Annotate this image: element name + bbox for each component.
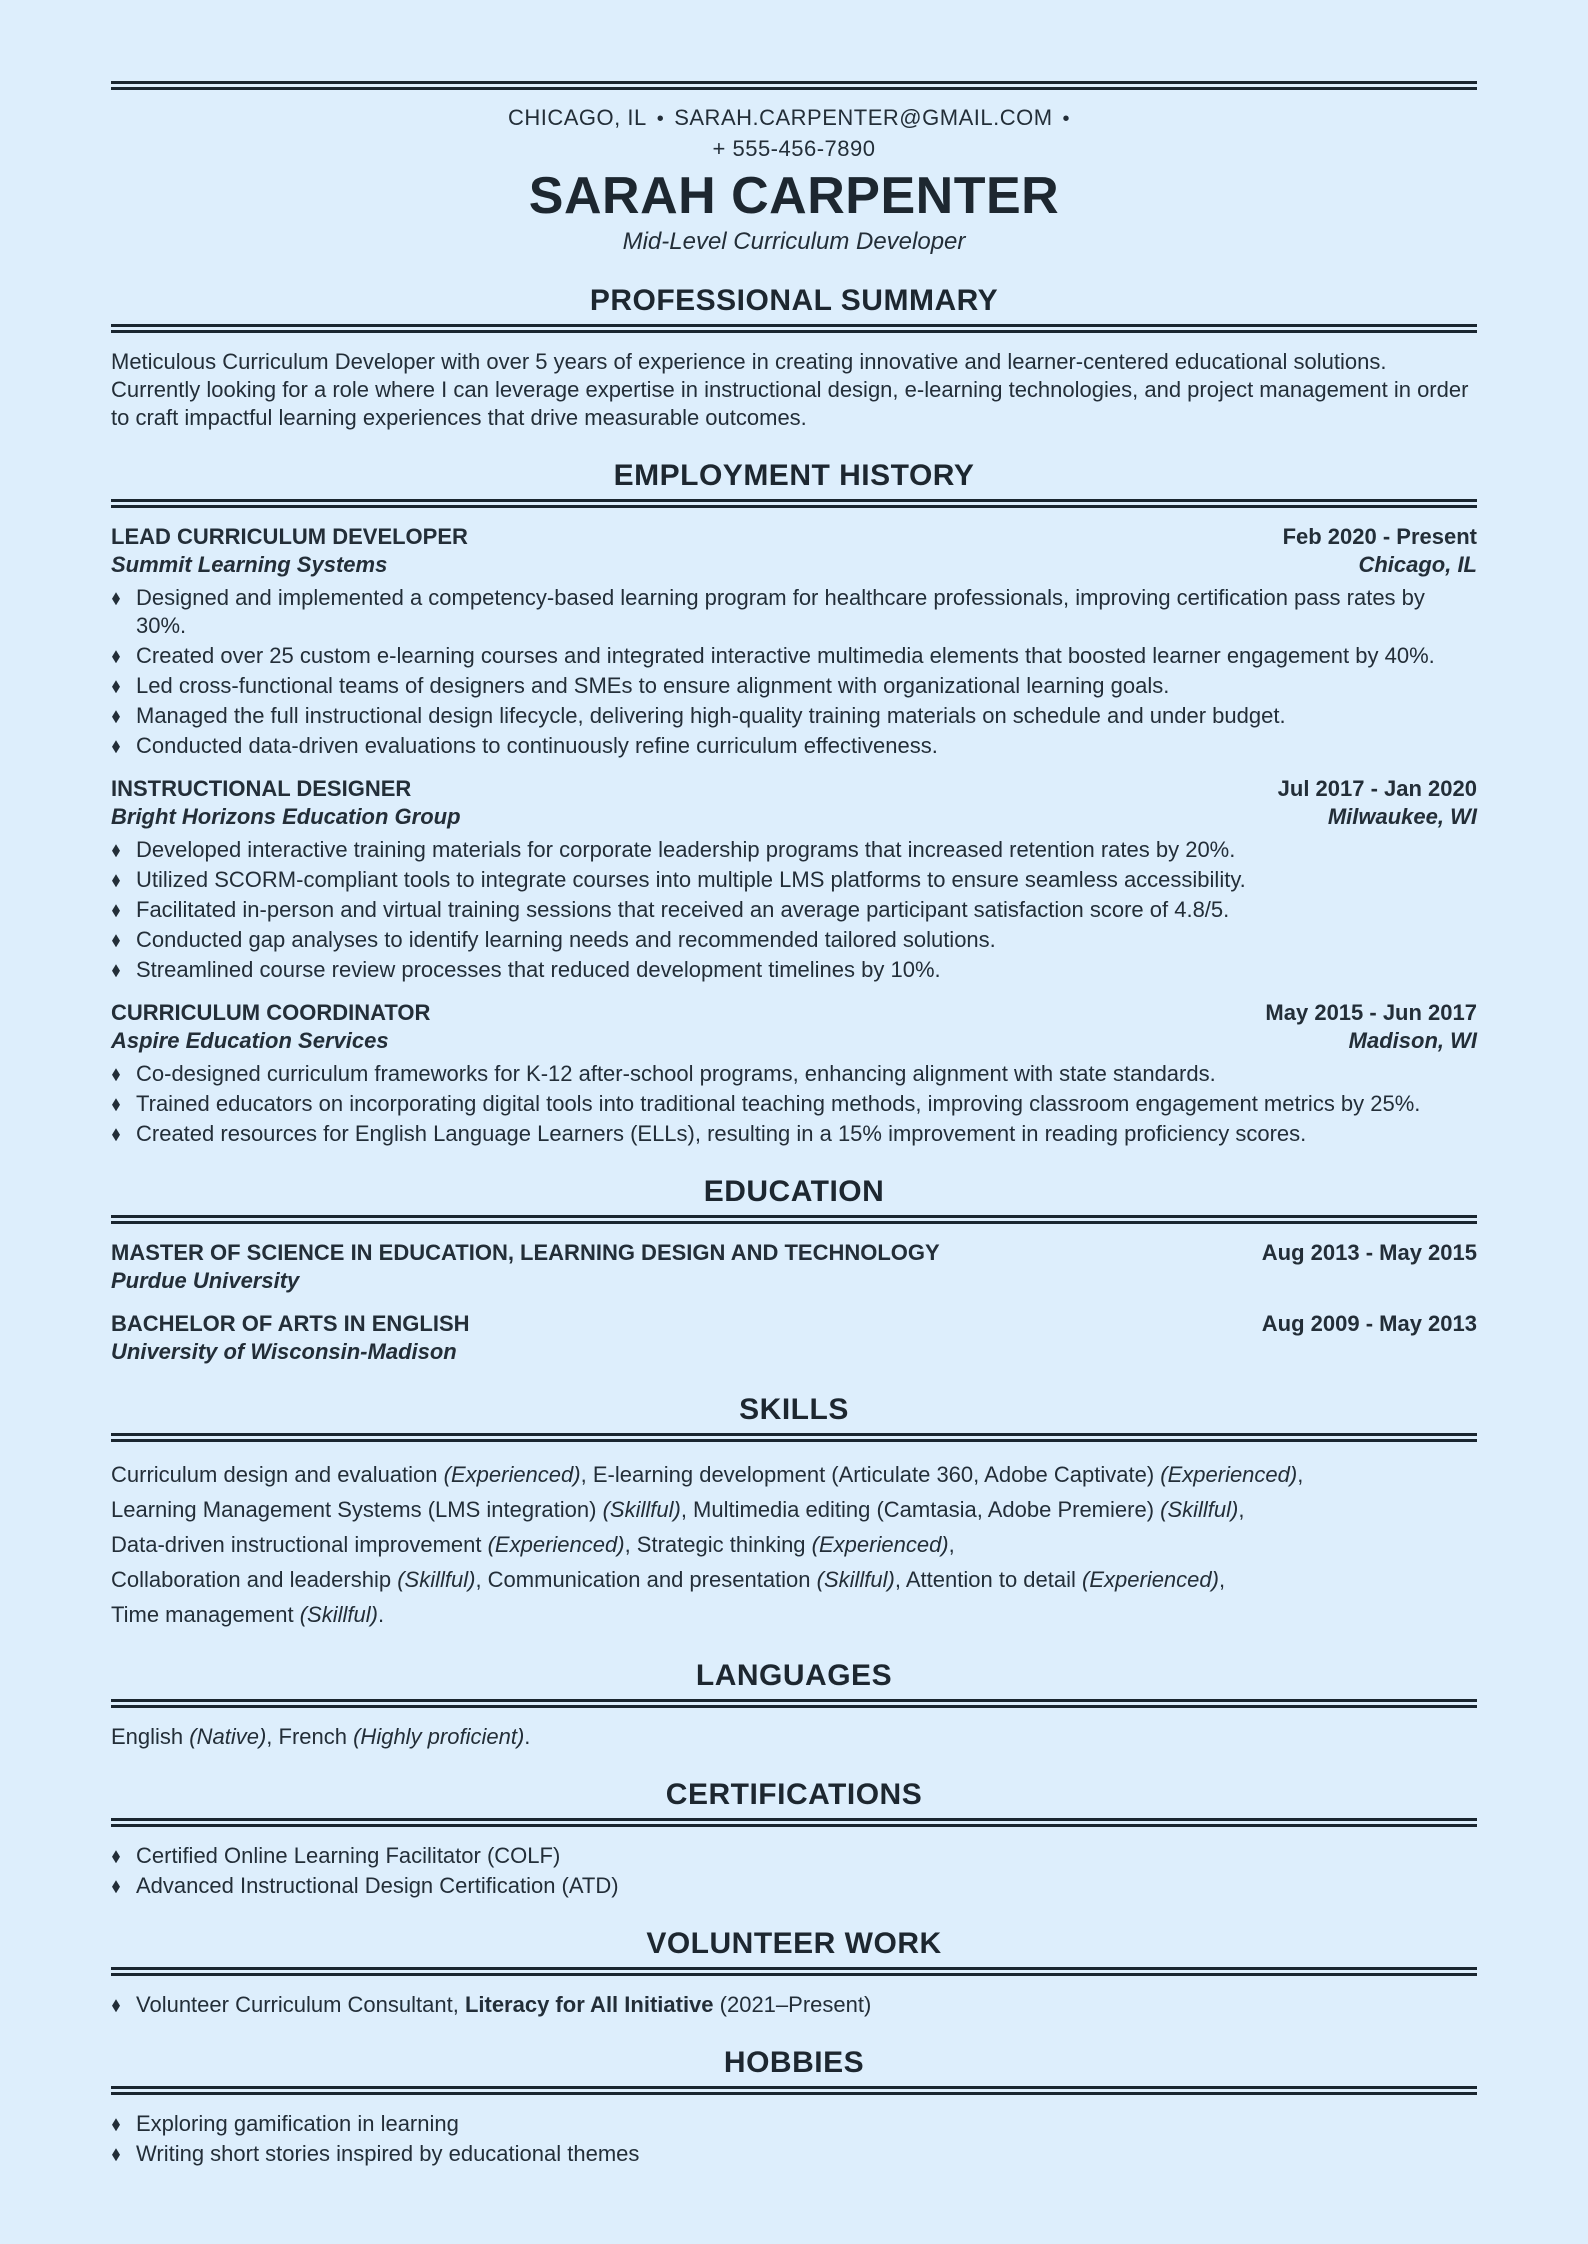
skill-text: Time management [111, 1602, 300, 1628]
candidate-job-title: Mid-Level Curriculum Developer [622, 228, 966, 256]
degree-title: BACHELOR OF ARTS IN ENGLISH [111, 1311, 470, 1337]
section-heading-education: EDUCATION [703, 1175, 885, 1209]
skill-level: (Experienced) [1160, 1462, 1298, 1488]
degree-entry [111, 1310, 1477, 1366]
language-text: , French [266, 1724, 354, 1750]
section-divider [111, 1967, 1477, 1976]
certification-item [111, 1872, 1477, 1900]
diamond-bullet-icon [112, 1999, 120, 2012]
skills-line [111, 1492, 1477, 1527]
diamond-bullet-icon [112, 680, 120, 693]
diamond-bullet-icon [112, 650, 120, 663]
job-bullet-text: Managed the full instructional design lifecycle, delivering high-quality training materials on schedule and under budget. [136, 703, 1286, 729]
volunteer-list [111, 1991, 1477, 2019]
skill-text: . [377, 1602, 385, 1628]
job-bullet-item [111, 584, 1477, 640]
degree-school: Purdue University [111, 1268, 300, 1294]
job-company: Summit Learning Systems [111, 552, 388, 578]
section-divider [111, 1818, 1477, 1827]
job-bullet-text: Conducted data-driven evaluations to continuously refine curriculum effectiveness. [136, 733, 938, 759]
certification-item [111, 1842, 1477, 1870]
skill-text: , Communication and presentation [475, 1567, 817, 1593]
section-employment-history [111, 459, 1477, 1148]
skill-text: Data-driven instructional improvement [111, 1532, 488, 1558]
skills-line [111, 1527, 1477, 1562]
diamond-bullet-icon [112, 964, 120, 977]
diamond-bullet-icon [112, 904, 120, 917]
section-certifications [111, 1778, 1477, 1900]
section-volunteer-work [111, 1927, 1477, 2019]
section-heading-summary: PROFESSIONAL SUMMARY [589, 284, 999, 318]
language-level: (Native) [189, 1724, 267, 1750]
job-bullet-text: Utilized SCORM-compliant tools to integrate courses into multiple LMS platforms to ensure seamless accessibility. [136, 867, 1246, 893]
skill-level: (Experienced) [1082, 1567, 1219, 1593]
diamond-bullet-icon [112, 874, 120, 887]
job-bullet-item [111, 732, 1477, 760]
skill-text: Collaboration and leadership [111, 1567, 398, 1593]
skill-level: (Experienced) [487, 1532, 625, 1558]
degree-dates: Aug 2009 - May 2013 [1261, 1311, 1477, 1337]
skills-line [111, 1562, 1477, 1597]
skill-level: (Experienced) [443, 1462, 581, 1488]
job-bullet-item [111, 642, 1477, 670]
page-top-divider [111, 81, 1477, 90]
job-bullet-list [111, 836, 1477, 984]
job-company: Bright Horizons Education Group [111, 804, 461, 830]
job-bullet-text: Conducted gap analyses to identify learning needs and recommended tailored solutions. [136, 927, 996, 953]
job-bullet-text: Co-designed curriculum frameworks for K-12 after-school programs, enhancing alignment with state standards. [136, 1061, 1216, 1087]
job-bullet-list [111, 584, 1477, 760]
skill-level: (Skillful) [397, 1567, 476, 1593]
skill-level: (Skillful) [1160, 1497, 1239, 1523]
job-bullet-text: Created resources for English Language Learners (ELLs), resulting in a 15% improvement in reading proficiency scores. [136, 1121, 1307, 1147]
section-heading-languages: LANGUAGES [695, 1659, 893, 1693]
skill-text: , [1218, 1567, 1226, 1593]
job-dates: Feb 2020 - Present [1282, 524, 1477, 550]
job-entry [111, 523, 1477, 760]
volunteer-organization: Literacy for All Initiative [464, 1992, 714, 2018]
language-text: English [111, 1724, 190, 1750]
diamond-bullet-icon [112, 2148, 120, 2161]
skill-level: (Skillful) [602, 1497, 681, 1523]
diamond-bullet-icon [112, 592, 120, 605]
job-bullet-item [111, 956, 1477, 984]
hobby-list [111, 2110, 1477, 2168]
job-bullet-text: Created over 25 custom e-learning courses and integrated interactive multimedia elements that boosted learner engagement by 40%. [136, 643, 1435, 669]
section-divider [111, 1433, 1477, 1442]
diamond-bullet-icon [112, 844, 120, 857]
diamond-bullet-icon [112, 934, 120, 947]
languages-line [111, 1723, 1477, 1751]
skill-text: , Multimedia editing (Camtasia, Adobe Premiere) [680, 1497, 1161, 1523]
skill-text: Learning Management Systems (LMS integration) [111, 1497, 603, 1523]
section-professional-summary [111, 284, 1477, 432]
job-location: Chicago, IL [1358, 552, 1477, 578]
skill-text: , [1238, 1497, 1245, 1523]
job-entry [111, 999, 1477, 1148]
job-bullet-text: Trained educators on incorporating digital tools into traditional teaching methods, improving classroom engagement metrics by 25%. [136, 1091, 1421, 1117]
volunteer-item [111, 1991, 1477, 2019]
job-bullet-item [111, 866, 1477, 894]
skill-level: (Experienced) [811, 1532, 949, 1558]
section-heading-certifications: CERTIFICATIONS [665, 1778, 923, 1812]
language-text: . [524, 1724, 531, 1750]
skill-text: , Strategic thinking [624, 1532, 812, 1558]
skill-text: , Attention to detail [894, 1567, 1083, 1593]
job-bullet-item [111, 1120, 1477, 1148]
job-entry [111, 775, 1477, 984]
volunteer-dates: (2021–Present) [713, 1992, 872, 2018]
diamond-bullet-icon [112, 710, 120, 723]
section-divider [111, 1215, 1477, 1224]
job-title: CURRICULUM COORDINATOR [111, 1000, 431, 1026]
certification-list [111, 1842, 1477, 1900]
job-bullet-list [111, 1060, 1477, 1148]
diamond-bullet-icon [112, 1098, 120, 1111]
section-education [111, 1175, 1477, 1366]
bullet-separator-icon: • [656, 108, 665, 130]
job-dates: May 2015 - Jun 2017 [1265, 1000, 1477, 1026]
skill-text: , E-learning development (Articulate 360, Adobe Captivate) [580, 1462, 1161, 1488]
degree-entry [111, 1239, 1477, 1295]
job-title: INSTRUCTIONAL DESIGNER [111, 776, 412, 802]
job-bullet-text: Developed interactive training materials for corporate leadership programs that increased retention rates by 20%. [136, 837, 1236, 863]
degree-dates: Aug 2013 - May 2015 [1261, 1240, 1477, 1266]
job-bullet-text: Streamlined course review processes that reduced development timelines by 10%. [136, 957, 941, 983]
job-bullet-text: Led cross-functional teams of designers and SMEs to ensure alignment with organizational learning goals. [136, 673, 1170, 699]
skill-level: (Skillful) [816, 1567, 895, 1593]
contact-location: CHICAGO, IL [507, 105, 647, 130]
hobby-item [111, 2140, 1477, 2168]
diamond-bullet-icon [112, 1850, 120, 1863]
bullet-separator-icon: • [1062, 108, 1071, 130]
diamond-bullet-icon [112, 1128, 120, 1141]
section-divider [111, 2086, 1477, 2095]
contact-phone: + 555-456-7890 [712, 136, 876, 161]
job-bullet-item [111, 1090, 1477, 1118]
section-skills [111, 1393, 1477, 1632]
hobby-text: Exploring gamification in learning [136, 2111, 459, 2137]
volunteer-role: Volunteer Curriculum Consultant, [136, 1992, 465, 2018]
job-location: Milwaukee, WI [1327, 804, 1477, 830]
job-bullet-item [111, 1060, 1477, 1088]
job-bullet-item [111, 926, 1477, 954]
diamond-bullet-icon [112, 1068, 120, 1081]
section-heading-skills: SKILLS [739, 1393, 849, 1427]
candidate-name: SARAH CARPENTER [528, 167, 1060, 225]
skills-line [111, 1457, 1477, 1492]
diamond-bullet-icon [112, 740, 120, 753]
section-divider [111, 1699, 1477, 1708]
job-bullet-text: Designed and implemented a competency-based learning program for healthcare professionals, improving certification pass rates by 30%. [136, 585, 1425, 639]
job-bullet-item [111, 672, 1477, 700]
skills-line [111, 1597, 1477, 1632]
job-bullet-item [111, 896, 1477, 924]
job-bullet-text: Facilitated in-person and virtual training sessions that received an average participant satisfaction score of 4.8/5. [136, 897, 1230, 923]
job-title: LEAD CURRICULUM DEVELOPER [111, 524, 468, 550]
section-divider [111, 324, 1477, 333]
skill-text: , [1297, 1462, 1304, 1488]
section-heading-hobbies: HOBBIES [723, 2046, 865, 2080]
certification-text: Certified Online Learning Facilitator (COLF) [136, 1843, 561, 1869]
degree-title: MASTER OF SCIENCE IN EDUCATION, LEARNING DESIGN AND TECHNOLOGY [111, 1240, 940, 1266]
skill-level: (Skillful) [299, 1602, 378, 1628]
hobby-item [111, 2110, 1477, 2138]
contact-info [111, 103, 1477, 163]
job-location: Madison, WI [1348, 1028, 1477, 1054]
degree-school: University of Wisconsin-Madison [111, 1339, 457, 1365]
volunteer-text [136, 1991, 871, 2019]
contact-email: SARAH.CARPENTER@GMAIL.COM [674, 105, 1053, 130]
job-company: Aspire Education Services [111, 1028, 389, 1054]
section-heading-employment: EMPLOYMENT HISTORY [613, 459, 975, 493]
diamond-bullet-icon [112, 2118, 120, 2131]
section-hobbies [111, 2046, 1477, 2168]
summary-paragraph: Meticulous Curriculum Developer with over 5 years of experience in creating innovative and learner-centered educational solutions. Currently looking for a role where I can leverage expertise in instructional design, e-learning technologies, and project management in order to craft impactful learning experiences that drive measurable outcomes. [111, 349, 1469, 431]
skill-text: Curriculum design and evaluation [111, 1462, 444, 1488]
certification-text: Advanced Instructional Design Certification (ATD) [136, 1873, 619, 1899]
hobby-text: Writing short stories inspired by educational themes [136, 2141, 640, 2167]
section-divider [111, 499, 1477, 508]
section-heading-volunteer: VOLUNTEER WORK [646, 1927, 942, 1961]
diamond-bullet-icon [112, 1880, 120, 1893]
job-bullet-item [111, 836, 1477, 864]
skill-text: , [948, 1532, 955, 1558]
job-dates: Jul 2017 - Jan 2020 [1277, 776, 1477, 802]
section-languages [111, 1659, 1477, 1751]
language-level: (Highly proficient) [353, 1724, 525, 1750]
job-bullet-item [111, 702, 1477, 730]
